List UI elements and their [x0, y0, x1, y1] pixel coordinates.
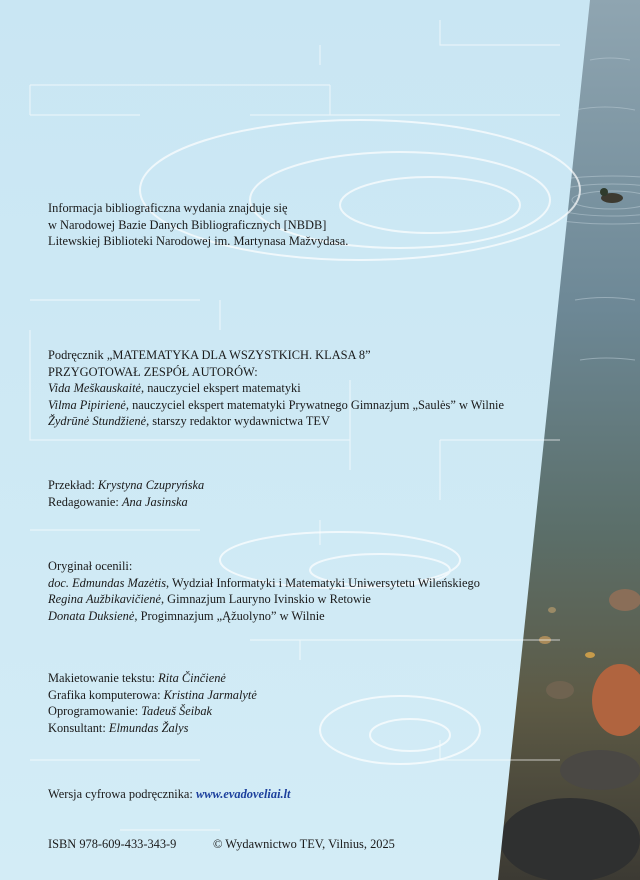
author-entry	[48, 413, 504, 430]
production-label: Oprogramowanie:	[48, 704, 142, 719]
production-label: Makietowanie tekstu:	[48, 671, 159, 685]
production-name: Kristina Jarmalytė	[163, 687, 257, 702]
production-label: Grafika komputerowa:	[48, 687, 164, 702]
production-entry	[48, 670, 257, 687]
translation-section	[48, 477, 204, 510]
author-role: , nauczyciel ekspert matematyki Prywatnego Gimnazjum „Saulės” w Wilnie	[125, 397, 504, 412]
editing-label: Redagowanie:	[48, 494, 122, 509]
author-name: Vilma Pipirienė	[48, 397, 126, 412]
textbook-title: Podręcznik „MATEMATYKA DLA WSZYSTKICH. KLASA 8”	[48, 348, 371, 362]
production-entry	[48, 687, 257, 704]
authors-heading: PRZYGOTOWAŁ ZESPÓŁ AUTORÓW:	[48, 364, 258, 379]
translator-name: Krystyna Czupryńska	[97, 478, 205, 492]
bibliographic-line: Informacja bibliograficzna wydania znajduje się	[48, 201, 288, 215]
bibliographic-line: w Narodowej Bazie Danych Bibliograficznych [NBDB]	[48, 217, 327, 232]
author-entry	[48, 380, 504, 397]
digital-line	[48, 786, 291, 803]
reviewer-entry	[48, 575, 480, 592]
copyright: © Wydawnictwo TEV, Vilnius, 2025	[213, 837, 395, 851]
production-section	[48, 670, 257, 736]
reviewer-name: Donata Duksienė	[48, 608, 135, 623]
digital-link[interactable]: www.evadoveliai.lt	[195, 787, 291, 801]
author-name: Žydrūnė Stundžienė	[48, 414, 147, 429]
production-name: Tadeuš Šeibak	[141, 704, 213, 719]
reviewers-section	[48, 558, 480, 624]
reviewer-entry	[48, 608, 480, 625]
production-entry	[48, 703, 257, 720]
reviewer-role: , Progimnazjum „Ąžuolyno” w Wilnie	[134, 608, 325, 623]
bibliographic-info	[48, 200, 348, 250]
author-role: , starszy redaktor wydawnictwa TEV	[146, 414, 330, 429]
production-label: Konsultant:	[48, 720, 109, 735]
translation-line	[48, 477, 204, 494]
translation-label: Przekład:	[48, 478, 98, 492]
author-entry	[48, 397, 504, 414]
author-name: Vida Meškauskaitė	[48, 381, 142, 396]
isbn: ISBN 978-609-433-343-9	[48, 837, 177, 851]
production-name: Rita Činčienė	[158, 671, 226, 685]
authors-section	[48, 347, 504, 430]
editor-name: Ana Jasinska	[121, 494, 188, 509]
digital-version	[48, 786, 291, 803]
reviewer-name: doc. Edmundas Mazėtis	[48, 575, 167, 590]
editing-line	[48, 494, 204, 511]
reviewer-name: Regina Aužbikavičienė	[48, 592, 161, 607]
reviewer-entry	[48, 591, 480, 608]
bibliographic-line: Litewskiej Biblioteki Narodowej im. Martynasa Mažvydasa.	[48, 234, 349, 249]
digital-label: Wersja cyfrowa podręcznika:	[48, 787, 196, 801]
author-role: , nauczyciel ekspert matematyki	[141, 381, 301, 396]
footer	[48, 836, 395, 853]
production-name: Elmundas Žalys	[108, 720, 189, 735]
reviewer-role: , Gimnazjum Lauryno Ivinskio w Retowie	[160, 592, 371, 607]
reviewer-role: , Wydział Informatyki i Matematyki Uniwersytetu Wileńskiego	[166, 575, 480, 590]
reviewers-heading: Oryginał ocenili:	[48, 559, 133, 573]
production-entry	[48, 720, 257, 737]
